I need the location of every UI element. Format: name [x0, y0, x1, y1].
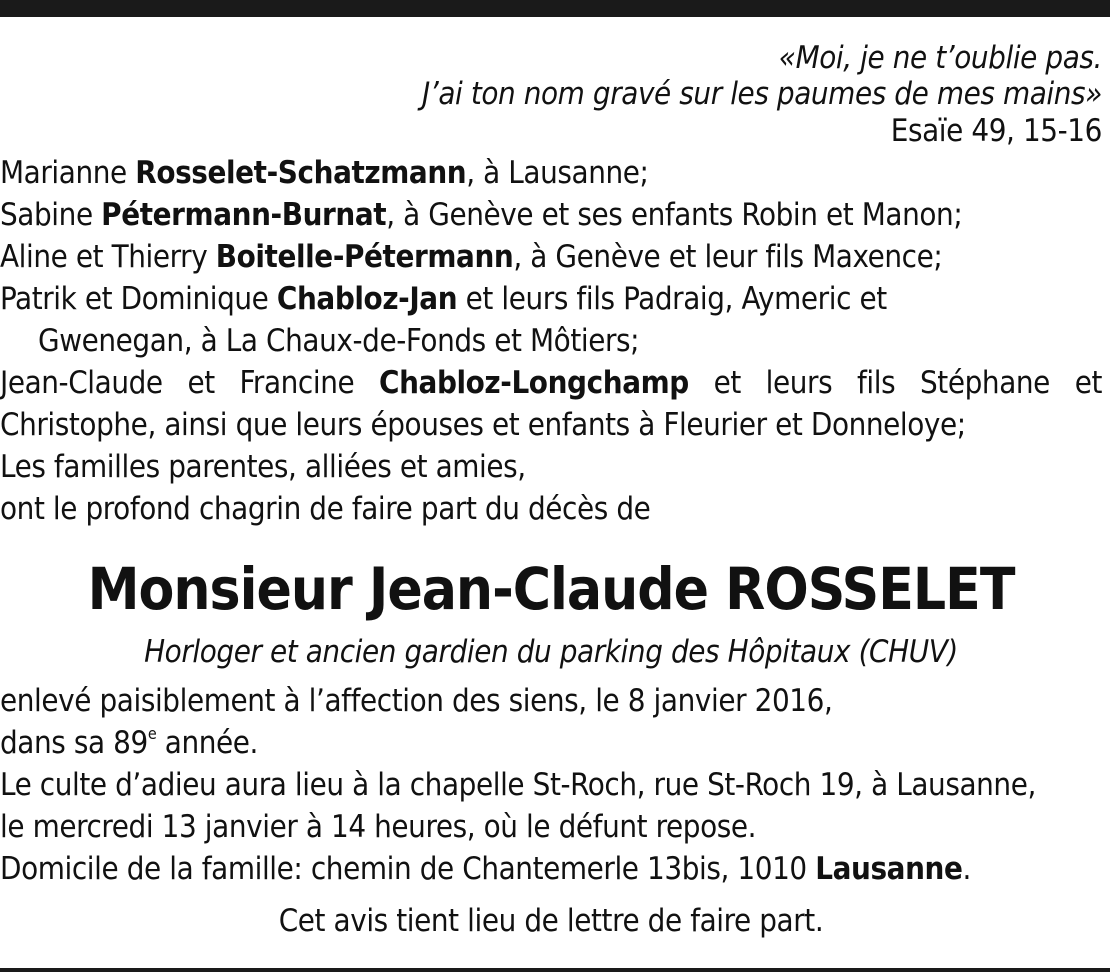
family-member-line: [0, 194, 1102, 236]
death-date-line: enlevé paisiblement à l’affection des siens, le 8 janvier 2016,: [0, 683, 833, 719]
service-line-2: le mercredi 13 janvier à 14 heures, où le défunt repose.: [0, 809, 757, 845]
bible-quote: [0, 40, 1102, 112]
family-surname: Pétermann-Burnat: [101, 197, 387, 233]
family-surname: Boitelle-Pétermann: [215, 239, 514, 275]
family-location: , à Lausanne;: [466, 155, 649, 191]
death-details: [0, 680, 1102, 890]
family-given-names: Patrik et Dominique: [0, 281, 277, 317]
families-line: Les familles parentes, alliées et amies,: [0, 449, 526, 485]
family-location: et leurs fils Padraig, Aymeric et: [457, 281, 887, 317]
family-location: et leurs fils Stéphane et: [688, 365, 1102, 401]
family-given-names: Sabine: [0, 197, 102, 233]
family-member-line: [0, 278, 1102, 320]
age-ordinal-suffix: e: [147, 724, 157, 743]
domicile-line: [0, 848, 1102, 890]
family-member-line: [0, 152, 1102, 194]
announcement-line: ont le profond chagrin de faire part du décès de: [0, 491, 651, 527]
family-list: [0, 152, 1102, 530]
family-member-line: [0, 236, 1102, 278]
family-given-names: Marianne: [0, 155, 136, 191]
domicile-period: .: [962, 851, 972, 887]
quote-line-1: «Moi, je ne t’oublie pas.: [778, 40, 1102, 76]
family-member-line: [0, 362, 1102, 404]
domicile-city: Lausanne: [815, 851, 963, 887]
deceased-occupation: Horloger et ancien gardien du parking des Hôpitaux (CHUV): [144, 634, 958, 670]
family-location: , à Genève et leur fils Maxence;: [513, 239, 943, 275]
age-line: [0, 722, 1102, 764]
quote-line-2: J’ai ton nom gravé sur les paumes de mes mains»: [422, 76, 1102, 112]
domicile-address: Domicile de la famille: chemin de Chantemerle 13bis, 1010: [0, 851, 816, 887]
deceased-name: Monsieur Jean-Claude ROSSELET: [87, 555, 1015, 623]
family-location: , à Genève et ses enfants Robin et Manon;: [386, 197, 963, 233]
family-surname: Chabloz-Longchamp: [379, 365, 689, 401]
family-continuation-line: Christophe, ainsi que leurs épouses et enfants à Fleurier et Donneloye;: [0, 407, 966, 443]
family-given-names: Jean-Claude et Francine: [0, 365, 380, 401]
family-continuation-line: Gwenegan, à La Chaux-de-Fonds et Môtiers;: [38, 323, 640, 359]
age-text: dans sa 89: [0, 725, 148, 761]
family-surname: Rosselet-Schatzmann: [135, 155, 467, 191]
service-line-1: Le culte d’adieu aura lieu à la chapelle St-Roch, rue St-Roch 19, à Lausanne,: [0, 767, 1036, 803]
top-rule: [0, 0, 1110, 17]
family-surname: Chabloz-Jan: [276, 281, 458, 317]
family-given-names: Aline et Thierry: [0, 239, 216, 275]
obituary-notice: [0, 40, 1102, 942]
closing-note: Cet avis tient lieu de lettre de faire part.: [278, 903, 824, 939]
age-text-end: année.: [156, 725, 258, 761]
bottom-rule: [0, 968, 1110, 972]
quote-reference: Esaïe 49, 15-16: [890, 113, 1102, 149]
